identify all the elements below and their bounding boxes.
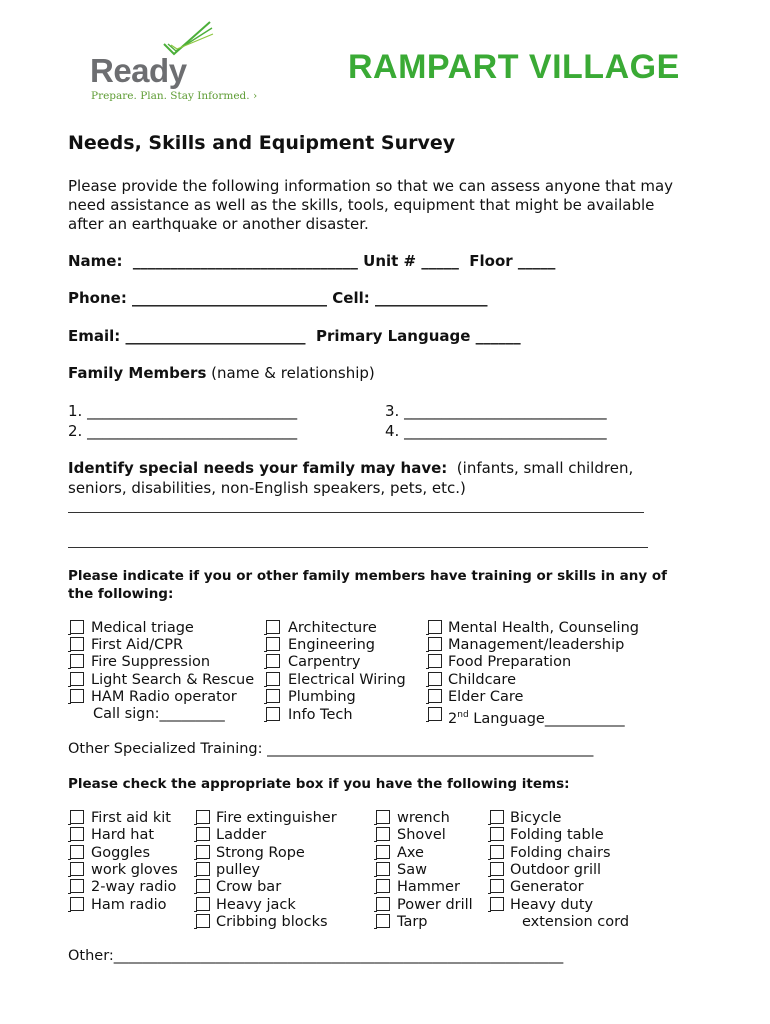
phone-cell-field[interactable]: Phone: __________________________ Cell: _______________ [68, 289, 488, 307]
item-label: Crow bar [216, 879, 282, 895]
item-label: Bicycle [510, 810, 562, 826]
item-checkbox[interactable] [490, 897, 504, 911]
item-label: Heavy jack [216, 897, 296, 913]
family-member-3-field[interactable]: 3. ___________________________ [385, 402, 607, 420]
item-checkbox[interactable] [490, 845, 504, 859]
skill-label: Fire Suppression [91, 654, 211, 670]
skill-label: Elder Care [448, 689, 524, 705]
item-label: Tarp [397, 914, 428, 930]
skill-label: Info Tech [288, 707, 353, 723]
ready-logo-text: Ready [90, 52, 187, 89]
item-checkbox[interactable] [196, 897, 210, 911]
skill-checkbox[interactable] [266, 707, 280, 721]
item-label: pulley [216, 862, 260, 878]
skill-checkbox[interactable] [428, 620, 442, 634]
item-label: First aid kit [91, 810, 171, 826]
item-checkbox[interactable] [70, 845, 84, 859]
family-member-1-field[interactable]: 1. ____________________________ [68, 402, 298, 420]
item-checkbox[interactable] [490, 827, 504, 841]
item-checkbox[interactable] [376, 914, 390, 928]
item-checkbox[interactable] [70, 827, 84, 841]
skill-label: Medical triage [91, 620, 194, 636]
item-label: Ham radio [91, 897, 167, 913]
item-label: Hard hat [91, 827, 155, 843]
family-member-4-field[interactable]: 4. ___________________________ [385, 422, 607, 440]
checkmark-logo-icon [158, 18, 216, 60]
skill-checkbox[interactable] [70, 637, 84, 651]
item-label: Axe [397, 845, 424, 861]
item-label: Heavy duty [510, 897, 594, 913]
second-language-field[interactable]: 2nd Language___________ [448, 710, 625, 727]
item-checkbox[interactable] [490, 810, 504, 824]
skill-label: Childcare [448, 672, 516, 688]
skill-checkbox[interactable] [70, 620, 84, 634]
item-checkbox[interactable] [490, 879, 504, 893]
item-checkbox[interactable] [376, 810, 390, 824]
item-label: Ladder [216, 827, 267, 843]
skill-checkbox[interactable] [70, 689, 84, 703]
skill-checkbox[interactable] [266, 689, 280, 703]
item-label: Strong Rope [216, 845, 305, 861]
item-checkbox[interactable] [376, 827, 390, 841]
item-checkbox[interactable] [490, 862, 504, 876]
skill-checkbox[interactable] [266, 654, 280, 668]
skill-label: Electrical Wiring [288, 672, 406, 688]
skill-checkbox[interactable] [70, 654, 84, 668]
items-heading: Please check the appropriate box if you have the following items: [68, 776, 570, 792]
skill-checkbox[interactable] [428, 689, 442, 703]
skill-label: Light Search & Rescue [91, 672, 255, 688]
special-needs-hint: seniors, disabilities, non-English speakers, pets, etc.) [68, 479, 466, 497]
skill-checkbox[interactable] [428, 672, 442, 686]
item-checkbox[interactable] [196, 914, 210, 928]
skill-checkbox[interactable] [266, 620, 280, 634]
item-checkbox[interactable] [70, 862, 84, 876]
skill-checkbox[interactable] [428, 707, 442, 721]
email-language-field[interactable]: Email: ________________________ Primary Language ______ [68, 327, 521, 345]
item-label: Fire extinguisher [216, 810, 337, 826]
item-label: Saw [397, 862, 427, 878]
item-checkbox[interactable] [196, 879, 210, 893]
item-label: Cribbing blocks [216, 914, 328, 930]
item-checkbox[interactable] [376, 879, 390, 893]
item-checkbox[interactable] [376, 897, 390, 911]
item-label: wrench [397, 810, 450, 826]
item-label: 2-way radio [91, 879, 177, 895]
skill-label: Mental Health, Counseling [448, 620, 639, 636]
logo-tagline: Prepare. Plan. Stay Informed. › [91, 90, 258, 102]
item-label: Power drill [397, 897, 473, 913]
skill-label: Management/leadership [448, 637, 625, 653]
skill-label: First Aid/CPR [91, 637, 184, 653]
item-label: Folding chairs [510, 845, 611, 861]
survey-heading: Needs, Skills and Equipment Survey [68, 132, 456, 154]
skill-checkbox[interactable] [428, 654, 442, 668]
item-checkbox[interactable] [70, 810, 84, 824]
item-label: Shovel [397, 827, 446, 843]
item-label: extension cord [522, 914, 630, 930]
skill-label: Architecture [288, 620, 377, 636]
item-checkbox[interactable] [376, 862, 390, 876]
skill-label: Carpentry [288, 654, 361, 670]
call-sign-field[interactable]: Call sign:_________ [93, 706, 225, 722]
item-label: work gloves [91, 862, 178, 878]
item-checkbox[interactable] [196, 810, 210, 824]
page-title: RAMPART VILLAGE [348, 48, 680, 86]
skill-checkbox[interactable] [428, 637, 442, 651]
skill-label: HAM Radio operator [91, 689, 237, 705]
item-label: Generator [510, 879, 584, 895]
other-training-field[interactable]: Other Specialized Training: _____________________________________________ [68, 741, 594, 757]
item-label: Hammer [397, 879, 460, 895]
item-label: Folding table [510, 827, 604, 843]
skill-checkbox[interactable] [266, 672, 280, 686]
item-checkbox[interactable] [196, 862, 210, 876]
item-checkbox[interactable] [196, 827, 210, 841]
skill-label: Food Preparation [448, 654, 572, 670]
skill-checkbox[interactable] [70, 672, 84, 686]
item-label: Outdoor grill [510, 862, 602, 878]
skills-heading: Please indicate if you or other family members have training or skills in any of the following: [68, 568, 668, 602]
intro-paragraph: Please provide the following information so that we can assess anyone that may need assistance as well as the skills, tools, equipment that might be available after an earthquake or another disaster. [68, 177, 674, 233]
item-checkbox[interactable] [70, 879, 84, 893]
special-needs-line-1[interactable] [68, 512, 644, 513]
skill-label: Engineering [288, 637, 375, 653]
special-needs-label: Identify special needs your family may have: (infants, small children, [68, 459, 634, 477]
item-checkbox[interactable] [376, 845, 390, 859]
name-unit-floor-field[interactable]: Name: ______________________________ Unit # _____ Floor _____ [68, 252, 556, 270]
skill-label: Plumbing [288, 689, 356, 705]
special-needs-line-2[interactable] [68, 547, 648, 548]
item-checkbox[interactable] [70, 897, 84, 911]
other-items-field[interactable]: Other:______________________________________________________________ [68, 948, 564, 964]
family-member-2-field[interactable]: 2. ____________________________ [68, 422, 298, 440]
item-label: Goggles [91, 845, 151, 861]
skill-checkbox[interactable] [266, 637, 280, 651]
item-checkbox[interactable] [196, 845, 210, 859]
family-members-label: Family Members (name & relationship) [68, 364, 375, 382]
